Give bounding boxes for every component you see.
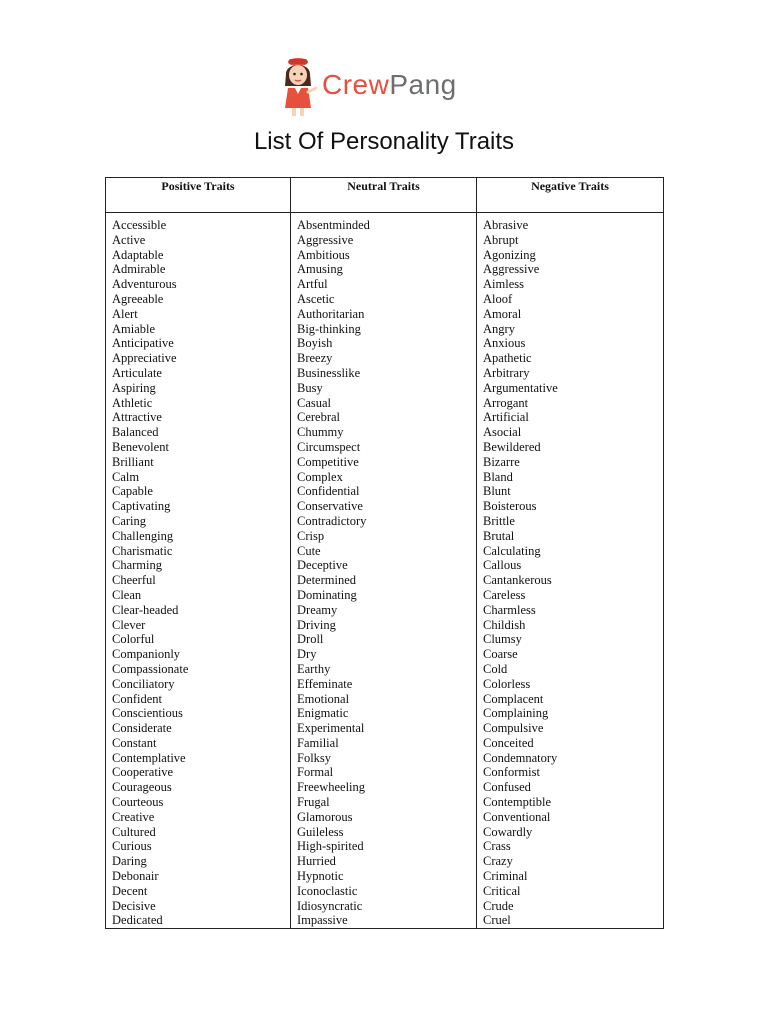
trait-item: Cowardly	[483, 824, 533, 839]
trait-item: Compulsive	[483, 721, 544, 736]
trait-item: Dedicated	[112, 913, 163, 928]
header-neutral-traits: Neutral Traits	[291, 178, 477, 213]
trait-item: Active	[112, 232, 146, 247]
trait-item: Colorless	[483, 676, 531, 691]
flight-attendant-icon	[278, 52, 318, 118]
trait-item: Bewildered	[483, 439, 541, 454]
trait-item: Clean	[112, 587, 142, 602]
trait-item: Creative	[112, 809, 155, 824]
trait-item: Ascetic	[297, 291, 335, 306]
trait-item: Constant	[112, 735, 157, 750]
trait-item: Confident	[112, 691, 162, 706]
trait-item: Amusing	[297, 262, 343, 277]
trait-item: Complex	[297, 469, 343, 484]
trait-item: Angry	[483, 321, 515, 336]
trait-item: Challenging	[112, 528, 174, 543]
trait-item: Articulate	[112, 365, 162, 380]
trait-item: Dry	[297, 647, 317, 662]
trait-item: Argumentative	[483, 380, 558, 395]
trait-item: Brutal	[483, 528, 515, 543]
trait-item: Amoral	[483, 306, 522, 321]
trait-item: Freewheeling	[297, 780, 366, 795]
trait-item: Earthy	[297, 661, 331, 676]
trait-item: Dominating	[297, 587, 357, 602]
logo-wordmark	[322, 71, 457, 99]
trait-item: Emotional	[297, 691, 350, 706]
trait-item: Conciliatory	[112, 676, 175, 691]
positive-traits-list	[112, 218, 284, 928]
trait-item: Accessible	[112, 218, 167, 232]
trait-item: Adaptable	[112, 247, 164, 262]
trait-item: Daring	[112, 854, 147, 869]
trait-item: Breezy	[297, 351, 333, 366]
header-positive-traits: Positive Traits	[106, 178, 291, 213]
trait-item: Cute	[297, 543, 321, 558]
trait-item: Cruel	[483, 913, 511, 928]
trait-item: Considerate	[112, 721, 172, 736]
negative-traits-cell	[477, 213, 664, 929]
trait-item: Big-thinking	[297, 321, 361, 336]
trait-item: Busy	[297, 380, 323, 395]
trait-item: High-spirited	[297, 839, 364, 854]
trait-item: Complacent	[483, 691, 544, 706]
trait-item: Cooperative	[112, 765, 174, 780]
trait-item: Confidential	[297, 484, 360, 499]
trait-item: Crude	[483, 898, 514, 913]
trait-item: Conscientious	[112, 706, 183, 721]
trait-item: Idiosyncratic	[297, 898, 363, 913]
trait-item: Brilliant	[112, 454, 154, 469]
trait-item: Boisterous	[483, 499, 537, 514]
trait-item: Athletic	[112, 395, 153, 410]
trait-item: Courageous	[112, 780, 172, 795]
trait-item: Confused	[483, 780, 531, 795]
trait-item: Charming	[112, 558, 162, 573]
trait-item: Caring	[112, 513, 147, 528]
trait-item: Calm	[112, 469, 140, 484]
trait-item: Alert	[112, 306, 138, 321]
trait-item: Aggressive	[483, 262, 540, 277]
trait-item: Calculating	[483, 543, 541, 558]
trait-item: Apathetic	[483, 351, 532, 366]
trait-item: Deceptive	[297, 558, 348, 573]
trait-item: Courteous	[112, 795, 164, 810]
trait-item: Critical	[483, 883, 521, 898]
trait-item: Debonair	[112, 869, 159, 884]
trait-item: Casual	[297, 395, 332, 410]
trait-item: Amiable	[112, 321, 156, 336]
trait-item: Admirable	[112, 262, 166, 277]
trait-item: Decent	[112, 883, 148, 898]
trait-item: Careless	[483, 587, 526, 602]
trait-item: Companionly	[112, 647, 181, 662]
trait-item: Iconoclastic	[297, 883, 358, 898]
trait-item: Colorful	[112, 632, 155, 647]
trait-item: Agonizing	[483, 247, 536, 262]
trait-item: Chummy	[297, 425, 344, 440]
trait-item: Contemptible	[483, 795, 552, 810]
trait-item: Conceited	[483, 735, 534, 750]
trait-item: Benevolent	[112, 439, 169, 454]
trait-item: Determined	[297, 573, 357, 588]
negative-traits-list	[483, 218, 657, 928]
trait-item: Guileless	[297, 824, 344, 839]
trait-item: Crisp	[297, 528, 325, 543]
trait-item: Hurried	[297, 854, 336, 869]
trait-item: Appreciative	[112, 351, 177, 366]
trait-item: Droll	[297, 632, 324, 647]
trait-item: Impassive	[297, 913, 348, 928]
trait-item: Cantankerous	[483, 573, 552, 588]
trait-item: Conventional	[483, 809, 551, 824]
trait-item: Attractive	[112, 410, 162, 425]
trait-item: Aggressive	[297, 232, 354, 247]
trait-item: Contemplative	[112, 750, 186, 765]
trait-item: Experimental	[297, 721, 365, 736]
trait-item: Arbitrary	[483, 365, 530, 380]
trait-item: Complaining	[483, 706, 549, 721]
trait-item: Enigmatic	[297, 706, 349, 721]
trait-item: Hypnotic	[297, 869, 344, 884]
trait-item: Bland	[483, 469, 513, 484]
crewpang-logo	[278, 52, 457, 118]
trait-item: Contradictory	[297, 513, 367, 528]
trait-item: Curious	[112, 839, 152, 854]
header-negative-traits: Negative Traits	[477, 178, 664, 213]
trait-item: Circumspect	[297, 439, 361, 454]
trait-item: Callous	[483, 558, 522, 573]
trait-item: Crazy	[483, 854, 513, 869]
positive-traits-cell	[106, 213, 291, 929]
trait-item: Artificial	[483, 410, 529, 425]
logo-pang-text: Pang	[389, 69, 457, 100]
trait-item: Agreeable	[112, 291, 164, 306]
trait-item: Anxious	[483, 336, 526, 351]
trait-item: Bizarre	[483, 454, 520, 469]
table-body-row	[106, 213, 664, 929]
trait-item: Condemnatory	[483, 750, 558, 765]
trait-item: Conformist	[483, 765, 540, 780]
trait-item: Competitive	[297, 454, 359, 469]
trait-item: Aspiring	[112, 380, 156, 395]
trait-item: Boyish	[297, 336, 333, 351]
trait-item: Conservative	[297, 499, 363, 514]
trait-item: Crass	[483, 839, 511, 854]
trait-item: Aimless	[483, 277, 524, 292]
trait-item: Decisive	[112, 898, 156, 913]
trait-item: Clumsy	[483, 632, 522, 647]
trait-item: Folksy	[297, 750, 332, 765]
trait-item: Blunt	[483, 484, 511, 499]
trait-item: Familial	[297, 735, 339, 750]
trait-item: Absentminded	[297, 218, 370, 232]
logo-crew-text: Crew	[322, 69, 390, 100]
table-header-row	[106, 178, 664, 213]
trait-item: Cultured	[112, 824, 156, 839]
trait-item: Dreamy	[297, 602, 338, 617]
trait-item: Capable	[112, 484, 153, 499]
trait-item: Authoritarian	[297, 306, 365, 321]
trait-item: Abrupt	[483, 232, 519, 247]
trait-item: Compassionate	[112, 661, 189, 676]
trait-item: Glamorous	[297, 809, 353, 824]
trait-item: Abrasive	[483, 218, 529, 232]
trait-item: Charismatic	[112, 543, 173, 558]
trait-item: Balanced	[112, 425, 159, 440]
trait-item: Formal	[297, 765, 334, 780]
neutral-traits-cell	[291, 213, 477, 929]
trait-item: Artful	[297, 277, 328, 292]
trait-item: Criminal	[483, 869, 528, 884]
trait-item: Clear-headed	[112, 602, 179, 617]
trait-item: Adventurous	[112, 277, 177, 292]
trait-item: Coarse	[483, 647, 518, 662]
trait-item: Cold	[483, 661, 508, 676]
trait-item: Ambitious	[297, 247, 350, 262]
trait-item: Arrogant	[483, 395, 529, 410]
trait-item: Driving	[297, 617, 336, 632]
page-title: List Of Personality Traits	[253, 128, 515, 155]
trait-item: Clever	[112, 617, 146, 632]
neutral-traits-list	[297, 218, 470, 928]
trait-item: Brittle	[483, 513, 515, 528]
trait-item: Aloof	[483, 291, 513, 306]
trait-item: Childish	[483, 617, 526, 632]
trait-item: Anticipative	[112, 336, 174, 351]
trait-item: Cheerful	[112, 573, 156, 588]
traits-table	[105, 177, 664, 929]
trait-item: Effeminate	[297, 676, 353, 691]
trait-item: Asocial	[483, 425, 522, 440]
trait-item: Charmless	[483, 602, 536, 617]
trait-item: Businesslike	[297, 365, 361, 380]
trait-item: Captivating	[112, 499, 171, 514]
trait-item: Frugal	[297, 795, 330, 810]
trait-item: Cerebral	[297, 410, 341, 425]
